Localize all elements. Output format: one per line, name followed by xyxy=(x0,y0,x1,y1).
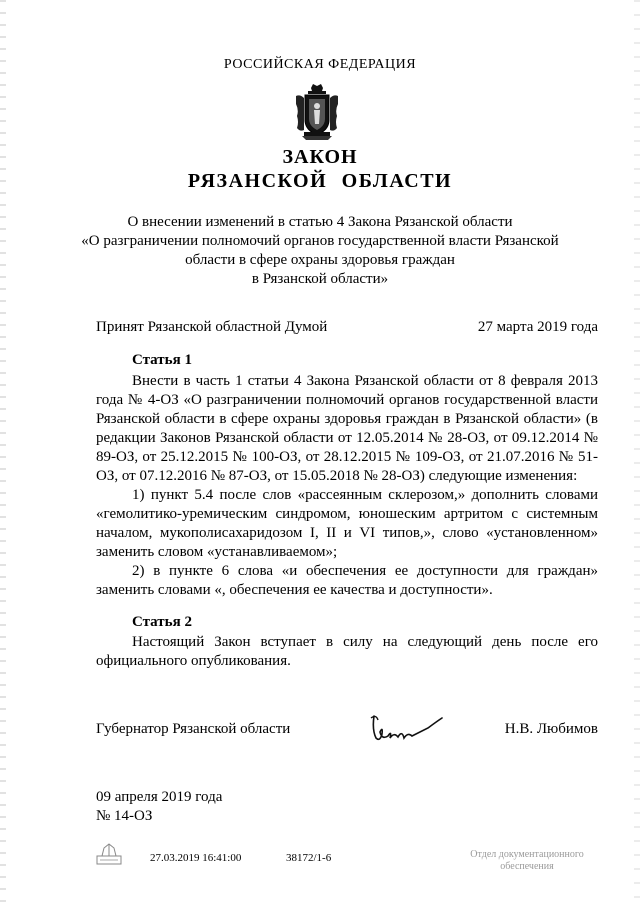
federation-header: РОССИЙСКАЯ ФЕДЕРАЦИЯ xyxy=(223,57,417,72)
adopted-by: Принят Рязанской областной Думой xyxy=(96,319,328,335)
governor-name: Н.В. Любимов xyxy=(504,721,598,737)
article-2-body xyxy=(96,633,598,671)
footer-timestamp: 27.03.2019 16:41:00 xyxy=(150,852,242,864)
registry-stamp-icon xyxy=(96,842,122,866)
adoption-date: 27 марта 2019 года xyxy=(477,319,598,335)
issue-block xyxy=(96,788,222,826)
issue-date: 09 апреля 2019 года xyxy=(96,789,223,805)
subject-line: О внесении изменений в статью 4 Закона Рязанской области xyxy=(127,214,513,230)
footer-department-line: обеспечения xyxy=(500,861,554,872)
scan-edge-left xyxy=(0,0,6,905)
article-paragraph: 1) пункт 5.4 после слов «рассеянным склерозом,» дополнить словами «гемолитико-уремическим синдромом, юношеским артритом с системным началом, мукополисахаридозом I, II и VI типов,», слово «установленном» заменить словом «устанавливаемом»; xyxy=(96,487,598,560)
law-subject xyxy=(0,213,640,289)
footer-department-line: Отдел документационного xyxy=(470,849,584,860)
law-region-title: РЯЗАНСКОЙ ОБЛАСТИ xyxy=(187,170,453,192)
handwritten-signature-icon xyxy=(368,708,446,748)
law-title: ЗАКОН xyxy=(282,146,358,168)
article-paragraph: Внести в часть 1 статьи 4 Закона Рязанской области от 8 февраля 2013 года № 4-ОЗ «О разграничении полномочий органов государственной власти Рязанской области в сфере охраны здоровья граждан в Рязанской области» (в редакции Законов Рязанской области от 12.05.2014 № 28-ОЗ, от 09.12.2014 № 89-ОЗ, от 25.12.2015 № 100-ОЗ, от 28.12.2015 № 109-ОЗ, от 21.07.2016 № 51-ОЗ, от 07.12.2016 № 87-ОЗ, от 15.05.2018 № 28-ОЗ) следующие изменения: xyxy=(96,373,598,484)
footer-code: 38172/1-6 xyxy=(286,852,332,864)
article-paragraph: 2) в пункте 6 слова «и обеспечения ее доступности для граждан» заменить словами «, обеспечения ее качества и доступности». xyxy=(96,563,598,598)
subject-line: области в сфере охраны здоровья граждан xyxy=(185,252,455,268)
article-paragraph: Настоящий Закон вступает в силу на следующий день после его официального опубликования. xyxy=(96,634,598,669)
scan-edge-right xyxy=(634,0,640,905)
footer-department xyxy=(452,849,602,873)
subject-line: в Рязанской области» xyxy=(251,271,389,287)
article-2-heading: Статья 2 xyxy=(132,614,192,630)
article-1-heading: Статья 1 xyxy=(132,352,192,368)
article-1-body xyxy=(96,372,598,600)
issue-number: № 14-ОЗ xyxy=(96,808,153,824)
ryazan-coat-of-arms-icon xyxy=(294,82,340,142)
governor-title: Губернатор Рязанской области xyxy=(96,721,291,737)
subject-line: «О разграничении полномочий органов государственной власти Рязанской xyxy=(81,233,559,249)
